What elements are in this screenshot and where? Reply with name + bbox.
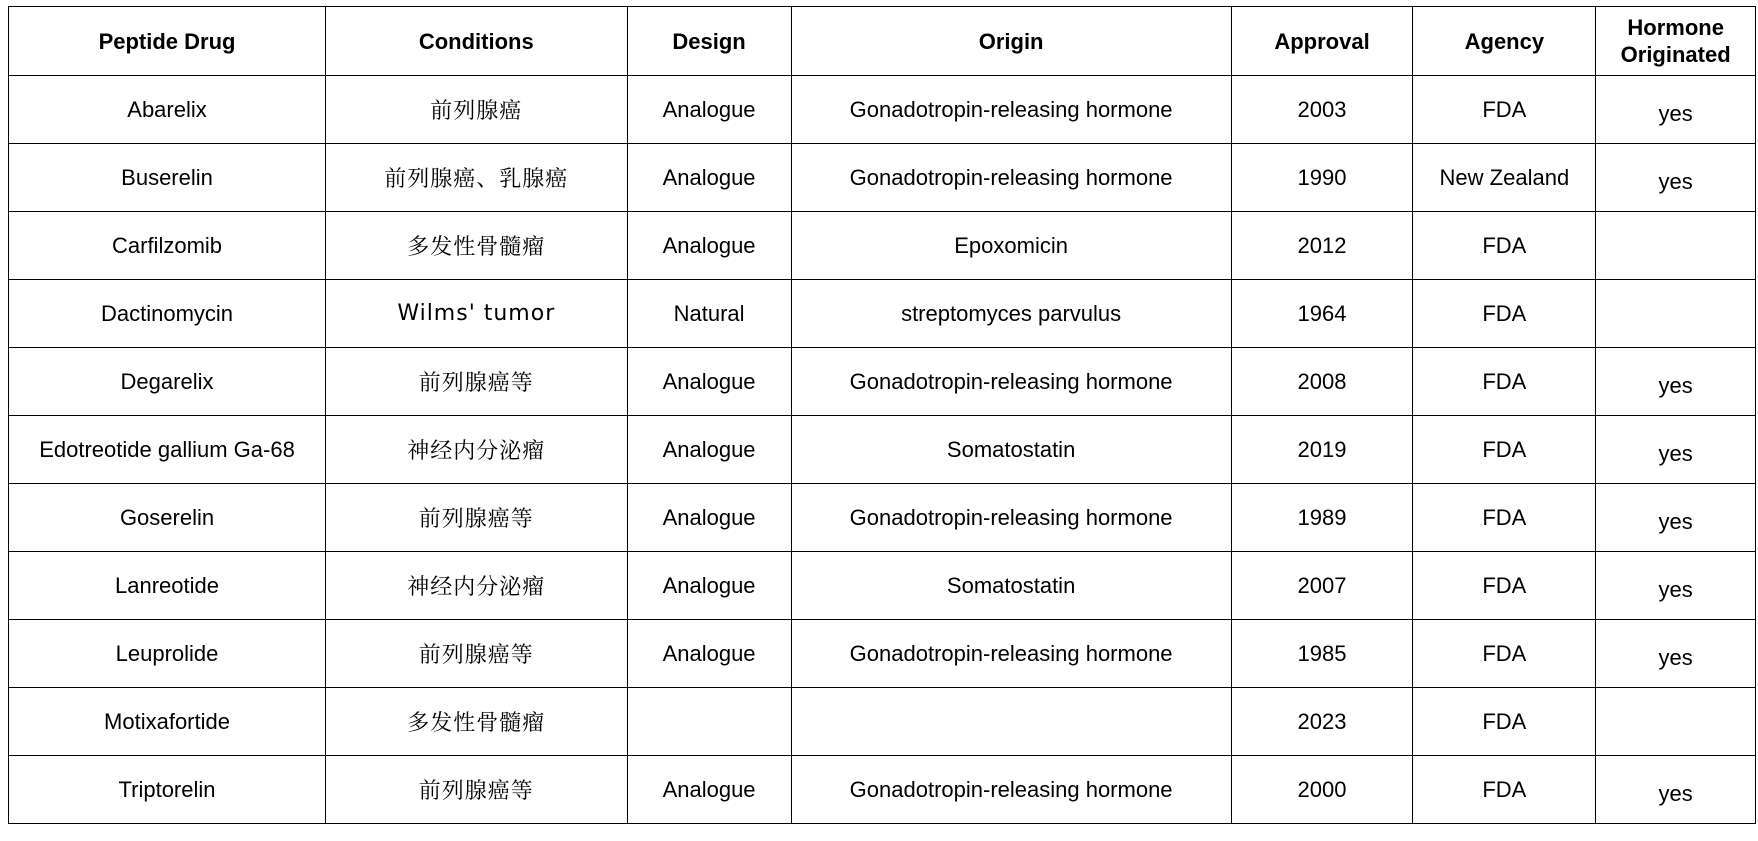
cell-approval [1231, 756, 1413, 824]
cell-agency [1413, 76, 1596, 144]
cell-peptide-drug-text: Motixafortide [104, 708, 230, 734]
cell-agency-text: FDA [1482, 708, 1527, 734]
cell-peptide-drug-text: Degarelix [120, 368, 214, 394]
cell-origin-text: Somatostatin [946, 436, 1076, 462]
cell-approval-text: 2008 [1297, 368, 1347, 394]
cell-origin-text: Epoxomicin [954, 232, 1068, 258]
table-row [9, 144, 1756, 212]
cell-conditions-text: 神经内分泌瘤 [407, 439, 546, 464]
cell-approval-text: 2007 [1297, 572, 1347, 598]
cell-design-text: Analogue [662, 164, 756, 190]
cell-origin-text: Gonadotropin-releasing hormone [849, 164, 1173, 190]
cell-peptide-drug [9, 76, 326, 144]
cell-agency-text: FDA [1482, 368, 1527, 394]
cell-approval [1231, 76, 1413, 144]
cell-origin [791, 348, 1231, 416]
cell-conditions [326, 348, 628, 416]
cell-approval [1231, 144, 1413, 212]
cell-approval-text: 2012 [1297, 232, 1347, 258]
cell-agency [1413, 756, 1596, 824]
cell-origin [791, 552, 1231, 620]
cell-peptide-drug [9, 348, 326, 416]
cell-origin [791, 144, 1231, 212]
cell-hormone-originated [1596, 76, 1756, 144]
cell-approval-text: 1964 [1297, 300, 1347, 326]
cell-conditions-text: 前列腺癌等 [418, 643, 534, 668]
cell-design-text: Analogue [662, 436, 756, 462]
cell-peptide-drug-text: Edotreotide gallium Ga-68 [39, 436, 295, 462]
cell-agency [1413, 620, 1596, 688]
table-row [9, 76, 1756, 144]
cell-approval [1231, 688, 1413, 756]
cell-approval-text: 1985 [1297, 640, 1347, 666]
table-row [9, 280, 1756, 348]
cell-conditions [326, 144, 628, 212]
cell-agency [1413, 280, 1596, 348]
cell-origin-text: Gonadotropin-releasing hormone [849, 368, 1173, 394]
cell-design [627, 552, 791, 620]
cell-origin-text: Gonadotropin-releasing hormone [849, 96, 1173, 122]
cell-conditions [326, 756, 628, 824]
table-row [9, 552, 1756, 620]
cell-hormone-originated-text: yes [1658, 372, 1693, 398]
cell-hormone-originated-text: yes [1658, 440, 1693, 466]
header-approval: Approval [1231, 7, 1413, 76]
cell-peptide-drug [9, 280, 326, 348]
cell-hormone-originated [1596, 552, 1756, 620]
cell-conditions [326, 76, 628, 144]
cell-origin-text: Somatostatin [946, 572, 1076, 598]
cell-hormone-originated [1596, 620, 1756, 688]
cell-agency-text: FDA [1482, 776, 1527, 802]
cell-hormone-originated [1596, 280, 1756, 348]
cell-conditions-text: 神经内分泌瘤 [407, 575, 546, 600]
cell-approval [1231, 348, 1413, 416]
cell-origin-text: streptomyces parvulus [901, 300, 1122, 326]
table-row [9, 416, 1756, 484]
header-agency: Agency [1413, 7, 1596, 76]
cell-approval-text: 2003 [1297, 96, 1347, 122]
cell-design [627, 620, 791, 688]
cell-hormone-originated [1596, 688, 1756, 756]
cell-design [627, 484, 791, 552]
cell-design [627, 76, 791, 144]
cell-peptide-drug [9, 688, 326, 756]
cell-origin-text: Gonadotropin-releasing hormone [849, 504, 1173, 530]
cell-hormone-originated-text: yes [1658, 100, 1693, 126]
header-origin: Origin [791, 7, 1231, 76]
cell-peptide-drug-text: Dactinomycin [100, 300, 234, 326]
cell-origin [791, 756, 1231, 824]
header-hormone-originated: Hormone Originated [1596, 7, 1756, 76]
cell-conditions [326, 416, 628, 484]
cell-agency [1413, 348, 1596, 416]
cell-approval [1231, 212, 1413, 280]
cell-design [627, 756, 791, 824]
cell-hormone-originated [1596, 212, 1756, 280]
cell-design-text: Analogue [662, 232, 756, 258]
cell-design-text: Analogue [662, 368, 756, 394]
cell-origin-text: Gonadotropin-releasing hormone [849, 640, 1173, 666]
cell-peptide-drug [9, 552, 326, 620]
cell-peptide-drug-text: Abarelix [127, 96, 207, 122]
cell-hormone-originated-text: yes [1658, 168, 1693, 194]
cell-origin [791, 620, 1231, 688]
cell-approval [1231, 552, 1413, 620]
cell-design-text: Analogue [662, 504, 756, 530]
cell-conditions [326, 484, 628, 552]
cell-approval-text: 2019 [1297, 436, 1347, 462]
header-conditions: Conditions [326, 7, 628, 76]
cell-agency [1413, 484, 1596, 552]
cell-design-text: Natural [673, 300, 745, 326]
cell-conditions-text: 前列腺癌等 [418, 371, 534, 396]
cell-hormone-originated-text: yes [1658, 576, 1693, 602]
cell-agency-text: FDA [1482, 300, 1527, 326]
cell-agency-text: FDA [1482, 504, 1527, 530]
cell-hormone-originated-text: yes [1658, 780, 1693, 806]
cell-peptide-drug [9, 416, 326, 484]
peptide-drug-table-container [8, 6, 1756, 824]
table-row [9, 620, 1756, 688]
cell-conditions-text: 多发性骨髓瘤 [407, 711, 546, 736]
cell-conditions [326, 688, 628, 756]
cell-conditions [326, 280, 628, 348]
cell-conditions-text: 前列腺癌等 [418, 507, 534, 532]
cell-approval [1231, 416, 1413, 484]
cell-design [627, 348, 791, 416]
cell-agency-text: New Zealand [1439, 164, 1570, 190]
cell-design-text: Analogue [662, 640, 756, 666]
table-header [9, 7, 1756, 76]
table-row [9, 688, 1756, 756]
cell-approval [1231, 280, 1413, 348]
cell-hormone-originated [1596, 348, 1756, 416]
cell-approval-text: 2023 [1297, 708, 1347, 734]
cell-design [627, 416, 791, 484]
cell-agency [1413, 416, 1596, 484]
cell-hormone-originated-text: yes [1658, 644, 1693, 670]
cell-peptide-drug-text: Lanreotide [115, 572, 219, 598]
table-row [9, 756, 1756, 824]
cell-origin [791, 76, 1231, 144]
cell-peptide-drug-text: Carfilzomib [112, 232, 223, 258]
table-row [9, 348, 1756, 416]
cell-conditions [326, 552, 628, 620]
cell-conditions [326, 620, 628, 688]
cell-agency [1413, 212, 1596, 280]
table-row [9, 212, 1756, 280]
cell-hormone-originated [1596, 144, 1756, 212]
cell-design [627, 144, 791, 212]
cell-origin [791, 280, 1231, 348]
cell-peptide-drug-text: Goserelin [119, 504, 215, 530]
cell-hormone-originated-text: yes [1658, 508, 1693, 534]
cell-conditions-text: Wilms' tumor [397, 301, 556, 326]
cell-origin [791, 688, 1231, 756]
cell-approval-text: 2000 [1297, 776, 1347, 802]
cell-design-text: Analogue [662, 96, 756, 122]
cell-agency-text: FDA [1482, 640, 1527, 666]
cell-hormone-originated [1596, 484, 1756, 552]
cell-peptide-drug [9, 484, 326, 552]
cell-peptide-drug [9, 756, 326, 824]
cell-hormone-originated [1596, 416, 1756, 484]
cell-agency [1413, 144, 1596, 212]
cell-origin [791, 212, 1231, 280]
cell-origin [791, 416, 1231, 484]
cell-hormone-originated [1596, 756, 1756, 824]
peptide-drug-table [8, 6, 1756, 824]
cell-agency [1413, 688, 1596, 756]
cell-design [627, 280, 791, 348]
cell-approval [1231, 620, 1413, 688]
cell-agency [1413, 552, 1596, 620]
cell-conditions [326, 212, 628, 280]
cell-design [627, 212, 791, 280]
cell-peptide-drug-text: Triptorelin [118, 776, 216, 802]
cell-agency-text: FDA [1482, 436, 1527, 462]
cell-agency-text: FDA [1482, 96, 1527, 122]
cell-peptide-drug [9, 212, 326, 280]
cell-agency-text: FDA [1482, 232, 1527, 258]
cell-peptide-drug-text: Buserelin [121, 164, 213, 190]
cell-design-text: Analogue [662, 776, 756, 802]
header-peptide-drug: Peptide Drug [9, 7, 326, 76]
cell-approval [1231, 484, 1413, 552]
cell-design [627, 688, 791, 756]
table-row [9, 484, 1756, 552]
cell-peptide-drug-text: Leuprolide [115, 640, 219, 666]
cell-conditions-text: 前列腺癌等 [418, 779, 534, 804]
cell-peptide-drug [9, 620, 326, 688]
cell-conditions-text: 多发性骨髓瘤 [407, 235, 546, 260]
cell-approval-text: 1989 [1297, 504, 1347, 530]
cell-approval-text: 1990 [1297, 164, 1347, 190]
cell-conditions-text: 前列腺癌 [430, 99, 523, 124]
cell-design-text: Analogue [662, 572, 756, 598]
header-design: Design [627, 7, 791, 76]
header-row [9, 7, 1756, 76]
cell-origin [791, 484, 1231, 552]
cell-peptide-drug [9, 144, 326, 212]
cell-agency-text: FDA [1482, 572, 1527, 598]
cell-origin-text: Gonadotropin-releasing hormone [849, 776, 1173, 802]
cell-conditions-text: 前列腺癌、乳腺癌 [384, 167, 569, 192]
table-body [9, 76, 1756, 824]
